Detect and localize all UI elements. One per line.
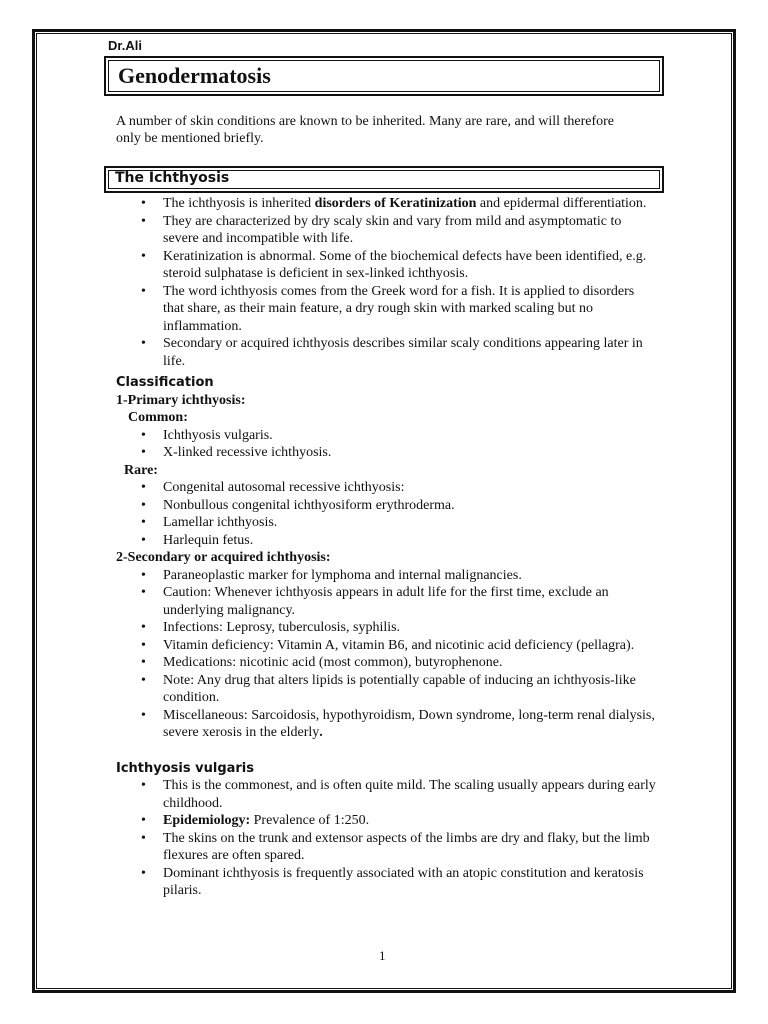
common-list	[116, 427, 656, 462]
list-item: • Congenital autosomal recessive ichthyosis:	[116, 479, 656, 497]
list-item: • Paraneoplastic marker for lymphoma and internal malignancies.	[116, 567, 656, 585]
list-item: • Harlequin fetus.	[116, 532, 656, 550]
rare-label: Rare:	[124, 462, 158, 478]
list-item: • Keratinization is abnormal. Some of the biochemical defects have been identified, e.g. steroid sulphatase is deficient in sex-linked ichthyosis.	[116, 248, 656, 283]
classification-heading: Classification	[116, 375, 214, 390]
list-item: • X-linked recessive ichthyosis.	[116, 444, 656, 462]
vulgaris-list	[116, 777, 656, 900]
list-item: • Epidemiology: Prevalence of 1:250.	[116, 812, 656, 830]
title-box	[104, 56, 664, 96]
list-item: • Vitamin deficiency: Vitamin A, vitamin B6, and nicotinic acid deficiency (pellagra).	[116, 637, 656, 655]
list-item: • They are characterized by dry scaly skin and vary from mild and asymptomatic to severe and incompatible with life.	[116, 213, 656, 248]
section-title: The Ichthyosis	[115, 170, 230, 186]
primary-heading: 1-Primary ichthyosis:	[116, 392, 246, 408]
intro-paragraph: A number of skin conditions are known to be inherited. Many are rare, and will therefore only be mentioned briefly.	[116, 114, 615, 146]
list-item: • The word ichthyosis comes from the Greek word for a fish. It is applied to disorders that share, as their main feature, a dry rough skin with marked scaling but no inflammation.	[116, 283, 656, 336]
secondary-list	[116, 567, 656, 742]
list-item: • Dominant ichthyosis is frequently associated with an atopic constitution and keratosis pilaris.	[116, 865, 656, 900]
list-item: • Caution: Whenever ichthyosis appears in adult life for the first time, exclude an underlying malignancy.	[116, 584, 656, 619]
list-item: • Secondary or acquired ichthyosis describes similar scaly conditions appearing later in life.	[116, 335, 656, 370]
content	[116, 195, 656, 900]
section-title-box	[104, 166, 664, 193]
list-item: • Infections: Leprosy, tuberculosis, syphilis.	[116, 619, 656, 637]
secondary-heading: 2-Secondary or acquired ichthyosis:	[116, 550, 331, 565]
list-item: • Medications: nicotinic acid (most common), butyrophenone.	[116, 654, 656, 672]
list-item: • Note: Any drug that alters lipids is potentially capable of inducing an ichthyosis-like condition.	[116, 672, 656, 707]
list-item: • Nonbullous congenital ichthyosiform erythroderma.	[116, 497, 656, 515]
list-item: • Miscellaneous: Sarcoidosis, hypothyroidism, Down syndrome, long-term renal dialysis, severe xerosis in the elderly.	[116, 707, 656, 742]
list-item: • The skins on the trunk and extensor aspects of the limbs are dry and flaky, but the limb flexures are often spared.	[116, 830, 656, 865]
author-label: Dr.Ali	[108, 38, 142, 53]
list-item: • Ichthyosis vulgaris.	[116, 427, 656, 445]
ichthyosis-list	[116, 195, 656, 370]
vulgaris-heading: Ichthyosis vulgaris	[116, 760, 254, 776]
list-item: • The ichthyosis is inherited disorders of Keratinization and epidermal differentiation.	[116, 195, 656, 213]
page-title: Genodermatosis	[118, 63, 271, 88]
common-label: Common:	[128, 410, 188, 425]
page-number: 1	[379, 948, 386, 963]
list-item: • Lamellar ichthyosis.	[116, 514, 656, 532]
list-item: • This is the commonest, and is often quite mild. The scaling usually appears during early childhood.	[116, 777, 656, 812]
rare-list	[116, 479, 656, 549]
